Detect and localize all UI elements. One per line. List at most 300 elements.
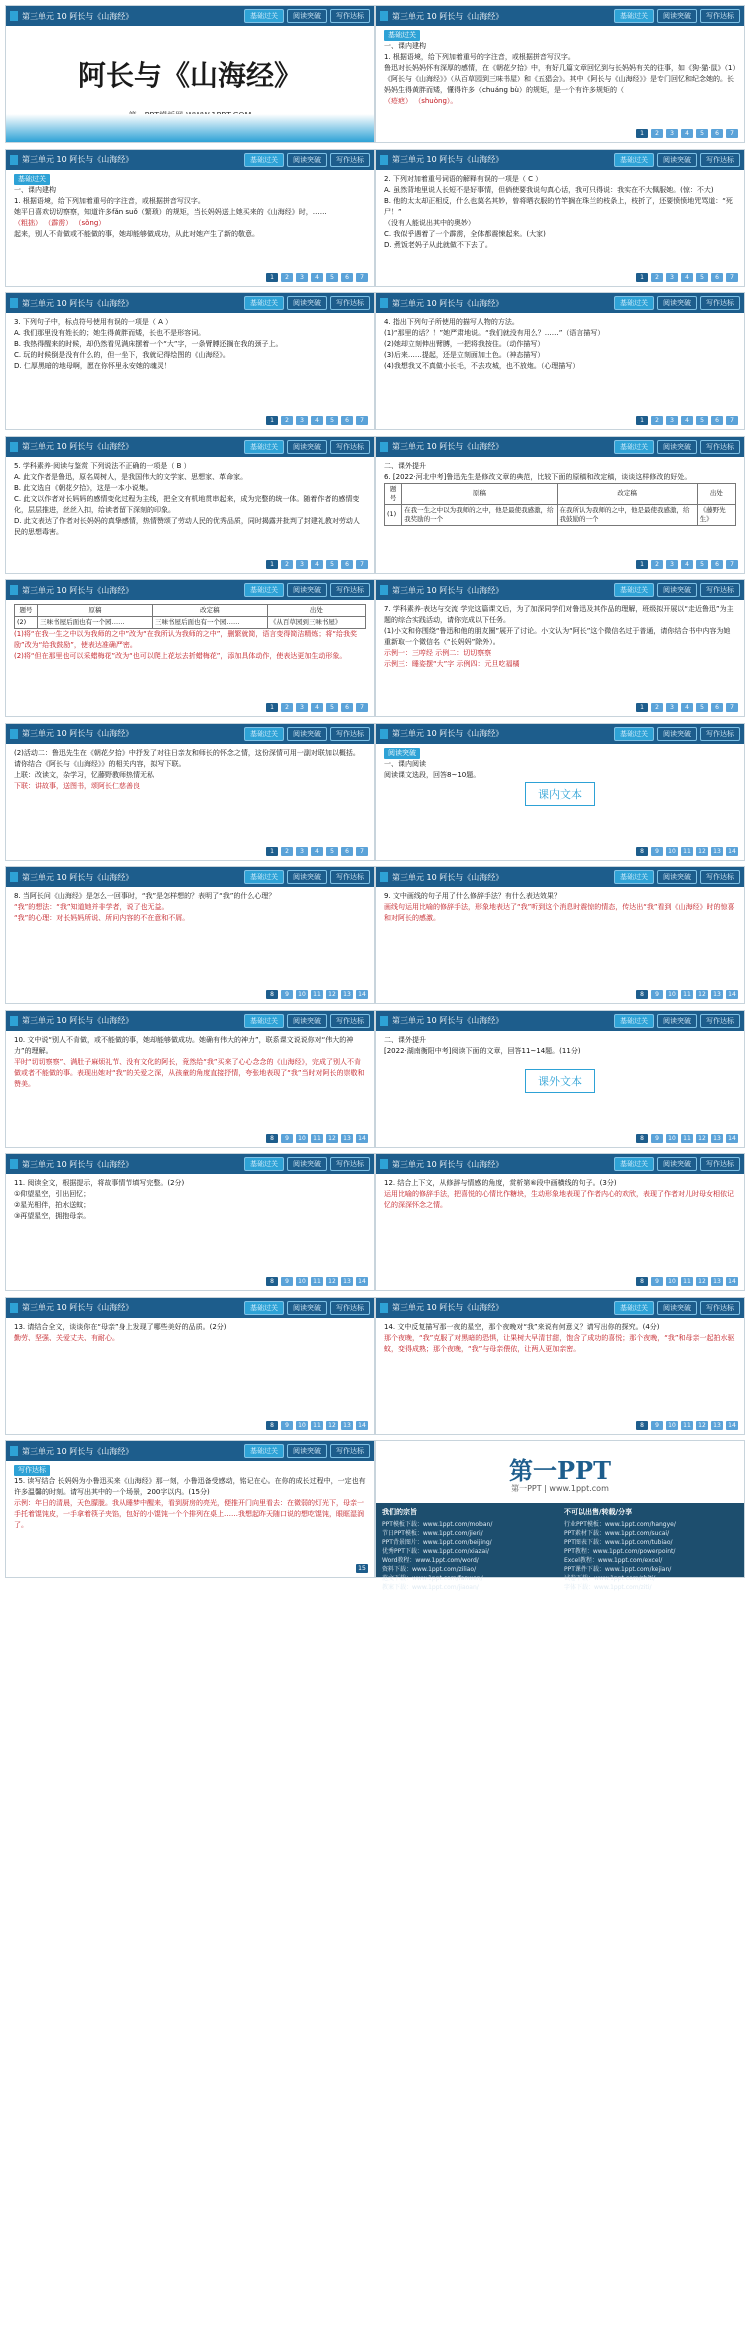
tab-2[interactable]: 阅读突破 (287, 440, 327, 454)
tab-1[interactable]: 基础过关 (244, 153, 284, 167)
page-button[interactable]: 9 (281, 1421, 293, 1430)
tab-1[interactable]: 基础过关 (244, 1014, 284, 1028)
page-button[interactable]: 9 (651, 1421, 663, 1430)
page-button[interactable]: 12 (326, 1421, 338, 1430)
page-button[interactable]: 1 (266, 560, 278, 569)
tab-2[interactable]: 阅读突破 (287, 1157, 327, 1171)
tab-3[interactable]: 写作达标 (700, 1157, 740, 1171)
pager (266, 416, 368, 425)
page-button[interactable]: 4 (681, 273, 693, 282)
slide-body (384, 461, 736, 555)
tab-1[interactable]: 基础过关 (614, 153, 654, 167)
slide-thumbnail[interactable] (375, 1297, 745, 1435)
page-button[interactable]: 11 (311, 1421, 323, 1430)
tab-3[interactable]: 写作达标 (330, 9, 370, 23)
page-button[interactable]: 1 (636, 703, 648, 712)
text-line: 下联：讲故事，送图书，颂阿长仁慈善良 (14, 781, 140, 790)
slide-thumbnail[interactable] (5, 436, 375, 574)
slide-header (376, 867, 744, 887)
slide-thumbnail[interactable] (375, 1440, 745, 1591)
page-button[interactable]: 3 (666, 416, 678, 425)
tab-3[interactable]: 写作达标 (700, 583, 740, 597)
text-line: 5. 学科素养·阅读与鉴赏 下列说法不正确的一项是（ B ） (14, 461, 191, 470)
unit-title: 第三单元 10 阿长与《山海经》 (392, 11, 504, 21)
text-line: 示例三：睡姿摆“大”字 示例四：元旦吃福橘 (384, 660, 520, 668)
page-button[interactable]: 5 (326, 847, 338, 856)
info-link[interactable]: PPT背景图片：www.1ppt.com/beijing/ (382, 1539, 492, 1546)
page-button[interactable]: 7 (726, 560, 738, 569)
page-button[interactable]: 4 (311, 847, 323, 856)
tab-2[interactable]: 阅读突破 (287, 583, 327, 597)
text-line: 6. [2022·河北中考]鲁迅先生是修改文章的典范，比较下面的原稿和改定稿，谈谈这样修改的好处。 (384, 472, 692, 481)
tab-1[interactable]: 基础过关 (244, 870, 284, 884)
book-icon (380, 442, 388, 452)
page-button[interactable]: 14 (726, 1421, 738, 1430)
page-button[interactable]: 6 (341, 847, 353, 856)
page-button[interactable]: 4 (311, 416, 323, 425)
tab-2[interactable]: 阅读突破 (287, 1014, 327, 1028)
tab-3[interactable]: 写作达标 (700, 153, 740, 167)
tab-1[interactable]: 基础过关 (244, 296, 284, 310)
slide-thumbnail[interactable] (5, 149, 375, 287)
page-button[interactable]: 4 (681, 703, 693, 712)
page-button[interactable]: 8 (636, 1421, 648, 1430)
text-line: 9. 文中画线的句子用了什么修辞手法？有什么表达效果？ (384, 892, 561, 900)
info-link[interactable]: 教案下载：www.1ppt.com/jiaoan/ (382, 1584, 479, 1591)
tab-2[interactable]: 阅读突破 (657, 153, 697, 167)
info-link[interactable]: 资料下载：www.1ppt.com/ziliao/ (382, 1566, 477, 1573)
slide-thumbnail[interactable] (5, 1010, 375, 1148)
page-button[interactable]: 12 (696, 1277, 708, 1286)
info-link[interactable]: 范文下载：www.1ppt.com/fanwen/ (382, 1575, 483, 1582)
tab-1[interactable]: 基础过关 (614, 583, 654, 597)
tab-3[interactable]: 写作达标 (700, 1014, 740, 1028)
tab-3[interactable]: 写作达标 (700, 1301, 740, 1315)
tab-2[interactable]: 阅读突破 (287, 727, 327, 741)
page-button[interactable]: 15 (356, 1564, 368, 1573)
page-button[interactable]: 4 (681, 560, 693, 569)
page-button[interactable]: 5 (696, 273, 708, 282)
slide-thumbnail[interactable] (5, 5, 375, 143)
page-button[interactable]: 9 (651, 1134, 663, 1143)
info-link[interactable]: PPT图表下载：www.1ppt.com/tubiao/ (564, 1539, 673, 1546)
table-header: 题号 (15, 605, 38, 617)
slide-thumbnail[interactable] (5, 723, 375, 861)
text-line: 1. 根据语境，给下列加着重号的字注音，或根据拼音写汉字。 (14, 196, 205, 205)
page-button[interactable]: 11 (681, 1421, 693, 1430)
page-button[interactable]: 2 (651, 273, 663, 282)
unit-title: 第三单元 10 阿长与《山海经》 (22, 585, 134, 595)
page-button[interactable]: 12 (326, 1277, 338, 1286)
info-columns (382, 1507, 738, 1591)
slide-header (6, 6, 374, 26)
page-button[interactable]: 1 (266, 416, 278, 425)
page-button[interactable]: 14 (356, 1277, 368, 1286)
page-button[interactable]: 2 (281, 560, 293, 569)
page-button[interactable]: 11 (681, 1277, 693, 1286)
slide-header (376, 1011, 744, 1031)
tab-1[interactable]: 基础过关 (244, 440, 284, 454)
page-button[interactable]: 10 (296, 1421, 308, 1430)
tab-1[interactable]: 基础过关 (244, 1157, 284, 1171)
page-button[interactable]: 12 (696, 1421, 708, 1430)
page-button[interactable]: 14 (726, 847, 738, 856)
tab-1[interactable]: 基础过关 (244, 1444, 284, 1458)
page-button[interactable]: 4 (681, 416, 693, 425)
page-button[interactable]: 13 (341, 1421, 353, 1430)
text-line: B. 此文选自《朝花夕拾》，这是一本小说集。 (14, 483, 153, 492)
info-link[interactable]: Word教程：www.1ppt.com/word/ (382, 1557, 479, 1564)
page-button[interactable]: 6 (341, 560, 353, 569)
page-button[interactable]: 11 (681, 1134, 693, 1143)
tab-1[interactable]: 基础过关 (244, 727, 284, 741)
text-line: 15. 读写结合 长妈妈为小鲁迅买来《山海经》那一刻，小鲁迅备受感动，铭记在心。在你的成长过程中，一定也有许多温馨的时刻。请写出其中的一个场景，200字以内。(15分) (14, 1477, 366, 1496)
page-button[interactable]: 5 (326, 703, 338, 712)
page-button[interactable]: 9 (281, 1134, 293, 1143)
page-button[interactable]: 13 (711, 1421, 723, 1430)
book-icon (380, 155, 388, 165)
page-button[interactable]: 6 (711, 416, 723, 425)
text-line (384, 748, 736, 759)
info-link[interactable]: Excel教程：www.1ppt.com/excel/ (564, 1557, 663, 1564)
tab-3[interactable]: 写作达标 (700, 9, 740, 23)
page-button[interactable]: 3 (296, 847, 308, 856)
slide-thumbnail[interactable] (375, 866, 745, 1004)
page-button[interactable]: 8 (636, 990, 648, 999)
page-button[interactable]: 12 (326, 1134, 338, 1143)
slide-thumbnail[interactable] (375, 149, 745, 287)
page-button[interactable]: 3 (296, 416, 308, 425)
page-button[interactable]: 10 (666, 847, 678, 856)
text-line: 起来，别人不肯做或不能做的事，她却能够做成功，从此对她产生了新的敬意。 (14, 229, 259, 238)
header-tabs (244, 9, 374, 23)
tab-2[interactable]: 阅读突破 (287, 1301, 327, 1315)
tab-1[interactable]: 基础过关 (614, 9, 654, 23)
slide-thumbnail[interactable] (5, 1153, 375, 1291)
page-button[interactable]: 14 (726, 1277, 738, 1286)
tab-3[interactable]: 写作达标 (330, 1157, 370, 1171)
page-button[interactable]: 9 (651, 1277, 663, 1286)
slide-thumbnail[interactable] (5, 1297, 375, 1435)
slide-thumbnail[interactable] (375, 292, 745, 430)
tab-2[interactable]: 阅读突破 (287, 9, 327, 23)
info-heading: 不可以出售/转载/分享 (564, 1508, 633, 1516)
text-line: “我”的心理：对长妈妈所说、所问内容的不在意和不屑。 (14, 914, 190, 922)
page-button[interactable]: 7 (356, 847, 368, 856)
text-line: D. 煮饭老妈子从此就做不下去了。 (384, 240, 492, 249)
page-button[interactable]: 13 (341, 1134, 353, 1143)
page-button[interactable]: 2 (281, 703, 293, 712)
slide-header (6, 1298, 374, 1318)
page-button[interactable]: 1 (636, 273, 648, 282)
page-button[interactable]: 3 (296, 703, 308, 712)
page-button[interactable]: 4 (311, 560, 323, 569)
section-badge: 阅读突破 (384, 748, 420, 759)
info-heading: 我们的宗旨 (382, 1508, 417, 1516)
tab-2[interactable]: 阅读突破 (657, 296, 697, 310)
tab-3[interactable]: 写作达标 (330, 440, 370, 454)
page-button[interactable]: 1 (266, 703, 278, 712)
tab-2[interactable]: 阅读突破 (657, 1301, 697, 1315)
pager (636, 273, 738, 282)
page-button[interactable]: 3 (666, 129, 678, 138)
page-button[interactable]: 5 (696, 560, 708, 569)
page-button[interactable]: 10 (296, 1277, 308, 1286)
tab-3[interactable]: 写作达标 (330, 1301, 370, 1315)
page-button[interactable]: 2 (281, 847, 293, 856)
text-line: (1)将“在我一生之中以为我师的之中”改为“在我所认为我师的之中”，删繁就简，语言变得简洁精炼；将“给我奖励”改为“给我鼓励”，使表达准确严密。 (14, 630, 358, 649)
page-button[interactable]: 12 (326, 990, 338, 999)
page-button[interactable]: 8 (266, 990, 278, 999)
page-button[interactable]: 1 (266, 847, 278, 856)
page-button[interactable]: 8 (266, 1421, 278, 1430)
page-button[interactable]: 2 (281, 416, 293, 425)
text-line: 3. 下列句子中，标点符号使用有误的一项是（ A ） (14, 318, 173, 326)
tab-3[interactable]: 写作达标 (700, 440, 740, 454)
tab-3[interactable]: 写作达标 (330, 1444, 370, 1458)
page-button[interactable]: 7 (356, 416, 368, 425)
slide-thumbnail[interactable] (375, 723, 745, 861)
header-tabs (614, 583, 744, 597)
tab-3[interactable]: 写作达标 (700, 727, 740, 741)
page-button[interactable]: 4 (681, 129, 693, 138)
slide-header (6, 724, 374, 744)
info-link[interactable]: PPT课件下载：www.1ppt.com/kejian/ (564, 1566, 672, 1573)
text-line: A. 此文作者是鲁迅，原名周树人，是我国伟大的文学家、思想家、革命家。 (14, 472, 248, 481)
page-button[interactable]: 10 (666, 1277, 678, 1286)
page-button[interactable]: 12 (696, 990, 708, 999)
tab-2[interactable]: 阅读突破 (287, 1444, 327, 1458)
header-tabs (244, 870, 374, 884)
page-button[interactable]: 7 (356, 273, 368, 282)
header-tabs (614, 727, 744, 741)
page-button[interactable]: 2 (281, 273, 293, 282)
tab-3[interactable]: 写作达标 (330, 153, 370, 167)
page-button[interactable]: 6 (711, 560, 723, 569)
header-tabs (244, 1301, 374, 1315)
tab-2[interactable]: 阅读突破 (287, 153, 327, 167)
info-link[interactable]: PPT模板下载：www.1ppt.com/moban/ (382, 1521, 493, 1528)
page-button[interactable]: 7 (726, 273, 738, 282)
page-button[interactable]: 7 (726, 129, 738, 138)
page-button[interactable]: 10 (666, 1134, 678, 1143)
page-button[interactable]: 9 (651, 990, 663, 999)
page-button[interactable]: 5 (326, 560, 338, 569)
book-icon (380, 585, 388, 595)
page-button[interactable]: 10 (666, 990, 678, 999)
slide-thumbnail[interactable] (5, 1440, 375, 1578)
text-label-box[interactable]: 课外文本 (525, 1069, 595, 1093)
tab-1[interactable]: 基础过关 (614, 727, 654, 741)
page-button[interactable]: 7 (726, 416, 738, 425)
unit-title: 第三单元 10 阿长与《山海经》 (392, 729, 504, 738)
page-button[interactable]: 2 (651, 129, 663, 138)
text-line: 14. 文中反复描写那一夜的星空，那个夜晚对“我”来说有何意义？请写出你的探究。(4分) (384, 1322, 660, 1331)
page-button[interactable]: 13 (711, 1134, 723, 1143)
page-button[interactable]: 3 (296, 560, 308, 569)
slide-thumbnail[interactable] (375, 5, 745, 143)
tab-2[interactable]: 阅读突破 (657, 1014, 697, 1028)
table-header: 改定稿 (152, 605, 267, 617)
tab-1[interactable]: 基础过关 (614, 870, 654, 884)
page-button[interactable]: 2 (651, 703, 663, 712)
rewrite-table (14, 604, 366, 629)
tab-2[interactable]: 阅读突破 (287, 296, 327, 310)
page-button[interactable]: 10 (666, 1421, 678, 1430)
page-button[interactable]: 3 (666, 273, 678, 282)
tab-3[interactable]: 写作达标 (700, 870, 740, 884)
page-button[interactable]: 2 (651, 416, 663, 425)
tab-3[interactable]: 写作达标 (700, 296, 740, 310)
page-button[interactable]: 5 (696, 416, 708, 425)
page-button[interactable]: 14 (726, 1134, 738, 1143)
tab-1[interactable]: 基础过关 (244, 583, 284, 597)
page-button[interactable]: 11 (681, 847, 693, 856)
page-button[interactable]: 3 (296, 273, 308, 282)
page-button[interactable]: 9 (281, 1277, 293, 1286)
page-button[interactable]: 5 (696, 129, 708, 138)
tab-2[interactable]: 阅读突破 (657, 9, 697, 23)
page-button[interactable]: 8 (266, 1277, 278, 1286)
page-button[interactable]: 6 (341, 703, 353, 712)
page-button[interactable]: 9 (651, 847, 663, 856)
tab-1[interactable]: 基础过关 (244, 9, 284, 23)
info-link[interactable]: PPT教程：www.1ppt.com/powerpoint/ (564, 1548, 676, 1555)
page-button[interactable]: 13 (711, 990, 723, 999)
tab-1[interactable]: 基础过关 (244, 1301, 284, 1315)
tab-3[interactable]: 写作达标 (330, 583, 370, 597)
page-button[interactable]: 4 (311, 703, 323, 712)
page-button[interactable]: 14 (356, 990, 368, 999)
info-link[interactable]: 节日PPT模板：www.1ppt.com/jieri/ (382, 1530, 483, 1537)
tab-2[interactable]: 阅读突破 (657, 440, 697, 454)
tab-1[interactable]: 基础过关 (614, 1301, 654, 1315)
page-button[interactable]: 6 (711, 129, 723, 138)
page-button[interactable]: 11 (311, 1277, 323, 1286)
tab-2[interactable]: 阅读突破 (287, 870, 327, 884)
pager (636, 703, 738, 712)
info-link[interactable]: 行业PPT模板：www.1ppt.com/hangye/ (564, 1521, 676, 1528)
page-button[interactable]: 11 (311, 990, 323, 999)
page-button[interactable]: 13 (341, 990, 353, 999)
page-button[interactable]: 5 (696, 703, 708, 712)
tab-2[interactable]: 阅读突破 (657, 727, 697, 741)
tab-2[interactable]: 阅读突破 (657, 1157, 697, 1171)
slide-body (14, 748, 366, 842)
table-row (385, 504, 736, 525)
page-button[interactable]: 7 (356, 703, 368, 712)
text-line: 8. 当阿长问《山海经》是怎么一回事时，“我”是怎样想的？表明了“我”的什么心理？ (14, 892, 276, 900)
tab-2[interactable]: 阅读突破 (657, 870, 697, 884)
unit-title: 第三单元 10 阿长与《山海经》 (392, 585, 504, 595)
page-button[interactable]: 6 (341, 273, 353, 282)
table-header: 原稿 (402, 483, 557, 504)
text-line: (4)我想我又不真做小长毛，不去攻城，也不放炮。（心理描写） (384, 362, 580, 370)
tab-3[interactable]: 写作达标 (330, 1014, 370, 1028)
unit-title: 第三单元 10 阿长与《山海经》 (392, 1303, 504, 1312)
tab-3[interactable]: 写作达标 (330, 870, 370, 884)
slide-thumbnail[interactable] (375, 1010, 745, 1148)
page-button[interactable]: 10 (296, 990, 308, 999)
info-link[interactable]: PPT素材下载：www.1ppt.com/sucai/ (564, 1530, 670, 1537)
slide-thumbnail[interactable] (375, 579, 745, 717)
text-line: A. 虽然背地里说人长短不是好事情，但倘使要我说句真心话，我可只得说：我实在不大佩服她。(惊：不大) (384, 185, 714, 194)
section-badge: 基础过关 (384, 30, 420, 41)
page-button[interactable]: 4 (311, 273, 323, 282)
page-button[interactable]: 8 (636, 847, 648, 856)
page-button[interactable]: 12 (696, 1134, 708, 1143)
page-button[interactable]: 8 (636, 1277, 648, 1286)
page-button[interactable]: 7 (356, 560, 368, 569)
info-link[interactable]: 试卷下载：www.1ppt.com/shiti/ (564, 1575, 656, 1582)
page-button[interactable]: 6 (711, 273, 723, 282)
slide-thumbnail[interactable] (5, 292, 375, 430)
page-button[interactable]: 2 (651, 560, 663, 569)
tab-1[interactable]: 基础过关 (614, 440, 654, 454)
tab-2[interactable]: 阅读突破 (657, 583, 697, 597)
slide-thumbnail[interactable] (375, 436, 745, 574)
page-button[interactable]: 1 (636, 129, 648, 138)
text-line: C. 此文以作者对长妈妈的感情变化过程为主线，把全文有机地贯串起来，成为完整的统一体。随着作者的感情变化，层层推进，丝丝入扣，给读者留下深刻的印象。 (14, 494, 360, 514)
page-button[interactable]: 5 (326, 273, 338, 282)
text-line: C. 我似乎遇着了一个霹雳，全体都震悚起来。(大家) (384, 229, 546, 238)
page-button[interactable]: 5 (326, 416, 338, 425)
page-button[interactable]: 1 (266, 273, 278, 282)
page-button[interactable]: 11 (311, 1134, 323, 1143)
tab-1[interactable]: 基础过关 (614, 1014, 654, 1028)
tab-1[interactable]: 基础过关 (614, 296, 654, 310)
text-line: 运用比喻的修辞手法，把喜悦的心情比作糖块，生动形象地表现了作者内心的欢欣，表现了作者对儿时母女相依记忆的深深怀念之情。 (384, 1190, 734, 1209)
page-button[interactable]: 8 (636, 1134, 648, 1143)
info-link[interactable]: 字体下载：www.1ppt.com/ziti/ (564, 1584, 652, 1591)
page-button[interactable]: 14 (356, 1421, 368, 1430)
page-button[interactable]: 7 (726, 703, 738, 712)
tab-1[interactable]: 基础过关 (614, 1157, 654, 1171)
page-button[interactable]: 3 (666, 560, 678, 569)
book-icon (10, 1446, 18, 1456)
text-line: （疮疤） （shuòng）。 (384, 97, 458, 105)
pager (636, 847, 738, 856)
slide-thumbnail[interactable] (5, 579, 375, 717)
page-button[interactable]: 13 (711, 1277, 723, 1286)
info-link[interactable]: 优秀PPT下载：www.1ppt.com/xiazai/ (382, 1548, 489, 1555)
page-button[interactable]: 1 (636, 416, 648, 425)
page-button[interactable]: 6 (341, 416, 353, 425)
page-button[interactable]: 12 (696, 847, 708, 856)
text-label-box[interactable]: 课内文本 (525, 782, 595, 806)
page-button[interactable]: 1 (636, 560, 648, 569)
page-button[interactable]: 3 (666, 703, 678, 712)
tab-3[interactable]: 写作达标 (330, 727, 370, 741)
page-button[interactable]: 11 (681, 990, 693, 999)
table-cell: 《藤野先生》 (697, 504, 735, 525)
page-button[interactable]: 13 (711, 847, 723, 856)
page-button[interactable]: 8 (266, 1134, 278, 1143)
page-button[interactable]: 9 (281, 990, 293, 999)
text-label (416, 782, 704, 806)
page-button[interactable]: 6 (711, 703, 723, 712)
text-line: [2022·湖南衡阳中考]阅读下面的文章，回答11~14题。(11分) (384, 1046, 581, 1055)
slide-thumbnail[interactable] (375, 1153, 745, 1291)
page-button[interactable]: 10 (296, 1134, 308, 1143)
text-line (14, 174, 366, 185)
tab-3[interactable]: 写作达标 (330, 296, 370, 310)
slide-thumbnail[interactable] (5, 866, 375, 1004)
page-button[interactable]: 14 (356, 1134, 368, 1143)
page-button[interactable]: 14 (726, 990, 738, 999)
slide-body (14, 1178, 366, 1272)
page-button[interactable]: 13 (341, 1277, 353, 1286)
